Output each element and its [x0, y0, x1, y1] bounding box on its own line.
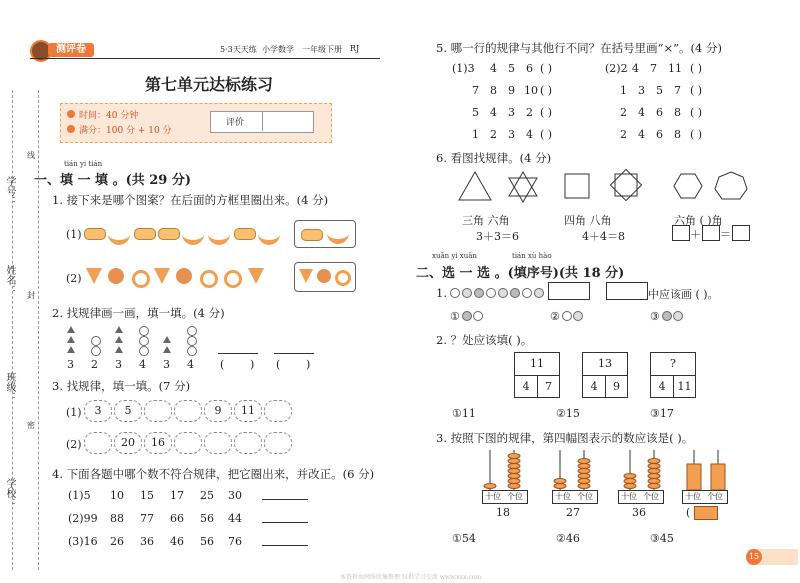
q5-l1-v0: 8: [490, 84, 497, 97]
s2q2-text: 2. ？处应该填( )。: [436, 333, 533, 347]
cloud-cell: 9: [204, 400, 232, 422]
q2-paren-close-1: ): [250, 358, 255, 371]
q5-r2-v2: 8: [674, 106, 681, 119]
header-series: 5·3天天练: [220, 45, 257, 54]
circle-icon: [562, 311, 572, 321]
donut-icon: [335, 270, 351, 286]
q4-row3-blank[interactable]: [262, 545, 308, 546]
q1-label2: (2): [66, 272, 82, 285]
q2-paren-close-2: ): [306, 358, 311, 371]
q6-g2-label: 四角 八角: [564, 214, 612, 227]
s2q3-opt-3[interactable]: ③45: [650, 532, 674, 545]
icecream-icon: [248, 268, 264, 284]
q1-row1-icons: [84, 224, 284, 244]
candy-icon: [134, 228, 156, 240]
q5-l3-v2: 4: [526, 128, 533, 141]
circle-icon: [510, 288, 520, 298]
circle-icon: [534, 288, 544, 298]
header-subject: 小学数学: [262, 45, 294, 54]
s2q2-box2-top: 13: [583, 353, 627, 376]
q4-row1-v2[interactable]: 17: [170, 489, 184, 502]
q6-answer-box-3[interactable]: [732, 225, 750, 241]
q5-r0-v1: 7: [650, 62, 657, 75]
circle-icon: [139, 346, 149, 356]
abacus3-label: [618, 490, 664, 504]
q4-row3-v0[interactable]: 26: [110, 535, 124, 548]
circle-icon: [187, 336, 197, 346]
circle-icon: [673, 311, 683, 321]
banana-icon: [258, 226, 280, 245]
s2q1-opt-1[interactable]: ①: [450, 310, 460, 323]
candy-icon: [158, 228, 180, 240]
q5-r1-paren[interactable]: ( ): [690, 84, 703, 97]
s2q1-tail: 中应该画 ( )。: [648, 288, 719, 301]
q5-r2-v0: 4: [638, 106, 645, 119]
sidebar-feng: 封: [27, 291, 35, 300]
q4-row2-v2[interactable]: 66: [170, 512, 184, 525]
q4-row2-label: (2)99: [68, 512, 98, 525]
s2q1-box-2[interactable]: [606, 282, 648, 300]
q6-equals: ＝: [720, 228, 731, 241]
s2q2-box1-right: 7: [545, 380, 552, 393]
q2-blank-1[interactable]: [218, 353, 258, 354]
s2q2-box-2: [582, 352, 628, 398]
q6-plus: ＋: [690, 228, 701, 241]
cloud-cell[interactable]: [174, 432, 202, 454]
abacus2-value: 27: [566, 506, 580, 519]
grapes-icon: [317, 269, 331, 283]
q5-l2-label: 5: [472, 106, 479, 119]
q4-row3-v4[interactable]: 76: [228, 535, 242, 548]
sidebar-xingming: 姓名：: [4, 265, 15, 295]
abacus2-label: [552, 490, 598, 504]
q3-text: 3. 找规律，填一填。(7 分): [52, 379, 191, 393]
q2-text: 2. 找规律画一画，填一填。(4 分): [52, 306, 225, 320]
triangle-icon: [67, 326, 75, 333]
circle-icon: [91, 346, 101, 356]
info-time: 时间：40 分钟: [79, 111, 139, 121]
cloud-cell[interactable]: [234, 432, 262, 454]
banana-icon: [327, 225, 349, 244]
q5-l3-paren[interactable]: ( ): [540, 128, 553, 141]
circle-icon: [91, 336, 101, 346]
info-score: 满分：100 分 + 10 分: [79, 126, 172, 136]
triangle-icon: [115, 326, 123, 333]
q4-row1-blank[interactable]: [262, 499, 308, 500]
score-icon: [67, 125, 75, 133]
dotted-line-inner: [38, 90, 39, 570]
abacus-2: [554, 450, 590, 490]
s2q2-box3-right: 11: [677, 380, 692, 393]
q5-l1-v1: 9: [508, 84, 515, 97]
q2-paren-open-1: (: [220, 358, 225, 371]
tens-label: 十位: [621, 492, 637, 501]
q5-r1-v0: 3: [638, 84, 645, 97]
triangle-icon: [163, 336, 171, 343]
cloud-cell[interactable]: [144, 400, 172, 422]
abacus4-answer-box[interactable]: [694, 506, 718, 520]
s2q2-box2-left: 4: [583, 376, 606, 397]
abacus-1: [484, 450, 520, 490]
square-icon: [565, 174, 589, 198]
q5-l1-v2: 10: [524, 84, 538, 97]
s2q2-opt-1[interactable]: ①11: [452, 407, 476, 420]
q3-row2-label: (2): [66, 438, 82, 451]
s2q1-opt3-circles: [662, 311, 692, 321]
q2-num-0: 3: [67, 358, 74, 371]
q5-r3-v2: 8: [674, 128, 681, 141]
section2-pinyin-a: xuǎn yi xuǎn: [432, 252, 477, 260]
s2q2-opt-2[interactable]: ②15: [556, 407, 580, 420]
q2-blank-2[interactable]: [274, 353, 314, 354]
q1-row2-icons: [84, 266, 284, 288]
candy-icon: [234, 228, 256, 240]
header-rule: [30, 58, 380, 59]
q5-l0-v0: 4: [490, 62, 497, 75]
candy-icon: [84, 228, 106, 240]
page-number: 15: [746, 549, 762, 565]
circle-icon: [522, 288, 532, 298]
section2-title: 二、选 一 选 。(填序号)(共 18 分): [416, 266, 625, 281]
q4-row3-v2[interactable]: 46: [170, 535, 184, 548]
q5-l1-label: 7: [472, 84, 479, 97]
sidebar-banji: 班级：: [4, 372, 15, 402]
q1-label1: (1): [66, 228, 82, 241]
section1-title: 一、填 一 填 。(共 29 分): [34, 173, 192, 188]
sidebar-xuexiao: 学校：: [4, 478, 15, 508]
q6-g1-label: 三角 六角: [462, 214, 510, 227]
grapes-icon: [108, 268, 124, 284]
q5-r3-v1: 6: [656, 128, 663, 141]
ones-label: 个位: [643, 492, 659, 501]
q6-g3-label: 六角 ( )角: [674, 214, 723, 227]
q6-answer-box-2[interactable]: [702, 225, 720, 241]
eval-divider: [262, 111, 263, 131]
ones-label: 个位: [507, 492, 523, 501]
s2q1-opt-2[interactable]: ②: [550, 310, 560, 323]
circle-icon: [474, 288, 484, 298]
banana-icon: [108, 226, 130, 245]
sidebar-xian: 线: [27, 151, 35, 160]
cloud-cell: 11: [234, 400, 262, 422]
cloud-cell: 5: [114, 400, 142, 422]
q5-l3-v1: 3: [508, 128, 515, 141]
q5-r3-paren[interactable]: ( ): [690, 128, 703, 141]
abacus1-value: 18: [496, 506, 510, 519]
badge: 测评卷: [48, 43, 94, 57]
s2q1-opt-3[interactable]: ③: [650, 310, 660, 323]
cloud-cell: 3: [84, 400, 112, 422]
q4-row1-v1[interactable]: 15: [140, 489, 154, 502]
grapes-icon: [176, 268, 192, 284]
ones-label: 个位: [577, 492, 593, 501]
header-grade: 一年级下册: [302, 45, 342, 54]
q1-text: 1. 接下来是哪个图案？在后面的方框里圈出来。(4 分): [52, 193, 329, 207]
hexagram-icon: [509, 172, 537, 196]
triangle-icon: [163, 346, 171, 353]
q4-row2-v3[interactable]: 56: [200, 512, 214, 525]
page-title: 第七单元达标练习: [145, 75, 274, 94]
s2q1-sequence: [450, 287, 548, 299]
q4-text: 4. 下面各题中哪个数不符合规律，把它圈出来，并改正。(6 分): [52, 467, 375, 481]
icecream-icon: [154, 268, 170, 284]
clock-icon: [67, 110, 75, 118]
s2q1-box-1[interactable]: [548, 282, 590, 300]
candy-icon: [301, 229, 323, 241]
s2q3-abacus: [476, 448, 766, 496]
q5-l0-v2: 6: [526, 62, 533, 75]
circle-icon: [573, 311, 583, 321]
hexagram-icon-inverted: [509, 178, 537, 202]
abacus1-label: [482, 490, 528, 504]
q2-num-2: 3: [115, 358, 122, 371]
q5-r0-v2: 11: [668, 62, 682, 75]
q4-row3-v1[interactable]: 36: [140, 535, 154, 548]
s2q2-box-1: [514, 352, 560, 398]
ones-label: 个位: [707, 492, 723, 501]
banana-icon: [208, 226, 230, 245]
q4-row1-v4[interactable]: 30: [228, 489, 242, 502]
q5-l3-v0: 2: [490, 128, 497, 141]
icecream-icon: [86, 268, 102, 284]
triangle-icon: [459, 172, 491, 200]
q5-r3-v0: 4: [638, 128, 645, 141]
q6-shapes: [455, 168, 775, 212]
q3-row1-label: (1): [66, 406, 82, 419]
q5-text: 5. 哪一行的规律与其他行不同？在括号里画“×”。(4 分): [436, 41, 722, 55]
s2q3-opt-1[interactable]: ①54: [452, 532, 476, 545]
circle-icon: [486, 288, 496, 298]
circle-icon: [187, 346, 197, 356]
q4-row2-v1[interactable]: 77: [140, 512, 154, 525]
q4-row1-label: (1)5: [68, 489, 91, 502]
q1-answer-box1[interactable]: [294, 220, 356, 248]
q5-l2-v2: 2: [526, 106, 533, 119]
q5-r2-label: 2: [620, 106, 627, 119]
q2-shapes: [64, 326, 214, 356]
section1-pinyin: tián yi tián: [64, 160, 103, 168]
q5-r0-label: (2)2: [605, 62, 628, 75]
q2-num-1: 2: [91, 358, 98, 371]
cloud-cell[interactable]: [174, 400, 202, 422]
triangle-icon: [115, 336, 123, 343]
s2q2-box1-left: 4: [515, 376, 538, 397]
circle-icon: [187, 326, 197, 336]
q4-row2-v0[interactable]: 88: [110, 512, 124, 525]
footer-text: 本资料由网络收集整理 仅供学习交流 www.xxx.com: [340, 574, 482, 581]
cloud-cell[interactable]: [84, 432, 112, 454]
q6-text: 6. 看图找规律。(4 分): [436, 151, 552, 165]
triangle-icon: [67, 336, 75, 343]
q5-l0-paren[interactable]: ( ): [540, 62, 553, 75]
tens-label: 十位: [485, 492, 501, 501]
q5-l2-paren[interactable]: ( ): [540, 106, 553, 119]
hexagon-icon: [674, 174, 702, 198]
circle-icon: [450, 288, 460, 298]
q5-l2-v1: 3: [508, 106, 515, 119]
heptagon-icon: [715, 172, 747, 199]
eval-label: 评价: [226, 118, 245, 128]
q5-l0-v1: 5: [508, 62, 515, 75]
q5-r2-v1: 6: [656, 106, 663, 119]
q4-row3-label: (3)16: [68, 535, 98, 548]
cloud-cell: 20: [114, 432, 142, 454]
circle-icon: [662, 311, 672, 321]
abacus3-value: 36: [632, 506, 646, 519]
cloud-cell[interactable]: [264, 432, 292, 454]
abacus-3: [624, 450, 660, 490]
q4-row3-v3[interactable]: 56: [200, 535, 214, 548]
s2q2-box2-right: 9: [613, 380, 620, 393]
q5-l1-paren[interactable]: ( ): [540, 84, 553, 97]
q5-r0-v0: 4: [632, 62, 639, 75]
s2q3-text: 3. 按照下图的规律，第四幅图表示的数应该是( )。: [436, 431, 694, 445]
triangle-icon: [115, 346, 123, 353]
circle-icon: [462, 288, 472, 298]
q4-row2-v4[interactable]: 44: [228, 512, 242, 525]
q5-l3-label: 1: [472, 128, 479, 141]
abacus4-paren: (: [686, 506, 691, 519]
q1-answer-box2[interactable]: [294, 262, 356, 292]
q4-row2-blank[interactable]: [262, 522, 308, 523]
circle-icon: [139, 326, 149, 336]
s2q3-opt-2[interactable]: ②46: [556, 532, 580, 545]
cloud-cell[interactable]: [204, 432, 232, 454]
tens-label: 十位: [685, 492, 701, 501]
circle-icon: [139, 336, 149, 346]
tens-label: 十位: [555, 492, 571, 501]
circle-icon: [473, 311, 483, 321]
q5-l0-label: (1)3: [452, 62, 475, 75]
donut-icon: [224, 270, 242, 288]
q6-g2-eq: 4＋4＝8: [582, 230, 625, 243]
cloud-cell[interactable]: [264, 400, 292, 422]
sidebar-xuehao: 学号：: [4, 176, 15, 206]
banana-icon: [182, 226, 204, 245]
q5-r3-label: 2: [620, 128, 627, 141]
abacus-4: [687, 450, 725, 490]
s2q2-box1-top: 11: [515, 353, 559, 376]
q2-num-3: 4: [139, 358, 146, 371]
q5-r0-paren[interactable]: ( ): [690, 62, 703, 75]
s2q2-box-3: [650, 352, 696, 398]
q2-num-4: 3: [163, 358, 170, 371]
q2-num-5: 4: [187, 358, 194, 371]
s2q1-text: 1.: [436, 286, 447, 300]
q4-row1-v3[interactable]: 25: [200, 489, 214, 502]
q6-answer-box-1[interactable]: [672, 225, 690, 241]
q3-row1: [84, 400, 294, 422]
q5-l2-v0: 4: [490, 106, 497, 119]
icecream-icon: [299, 269, 313, 283]
triangle-icon: [67, 346, 75, 353]
section2-pinyin-b: tián xù hào: [512, 252, 552, 260]
donut-icon: [132, 270, 150, 288]
donut-icon: [200, 270, 218, 288]
q4-row1-v0[interactable]: 10: [110, 489, 124, 502]
q5-r2-paren[interactable]: ( ): [690, 106, 703, 119]
circle-icon: [498, 288, 508, 298]
q2-paren-open-2: (: [276, 358, 281, 371]
s2q1-opt1-circles: [462, 311, 492, 321]
s2q2-box3-top: ?: [651, 353, 695, 376]
cloud-cell: 16: [144, 432, 172, 454]
s2q2-opt-3[interactable]: ③17: [650, 407, 674, 420]
q5-r1-v1: 5: [656, 84, 663, 97]
q3-row2: [84, 432, 294, 454]
header-edition: RJ: [350, 44, 360, 53]
q6-g1-eq: 3＋3＝6: [476, 230, 519, 243]
sidebar-mi: 密: [27, 421, 35, 430]
s2q1-opt2-circles: [562, 311, 592, 321]
abacus4-label: [682, 490, 728, 504]
s2q2-box3-left: 4: [651, 376, 674, 397]
q5-r1-v2: 7: [674, 84, 681, 97]
circle-icon: [462, 311, 472, 321]
q5-r1-label: 1: [620, 84, 627, 97]
